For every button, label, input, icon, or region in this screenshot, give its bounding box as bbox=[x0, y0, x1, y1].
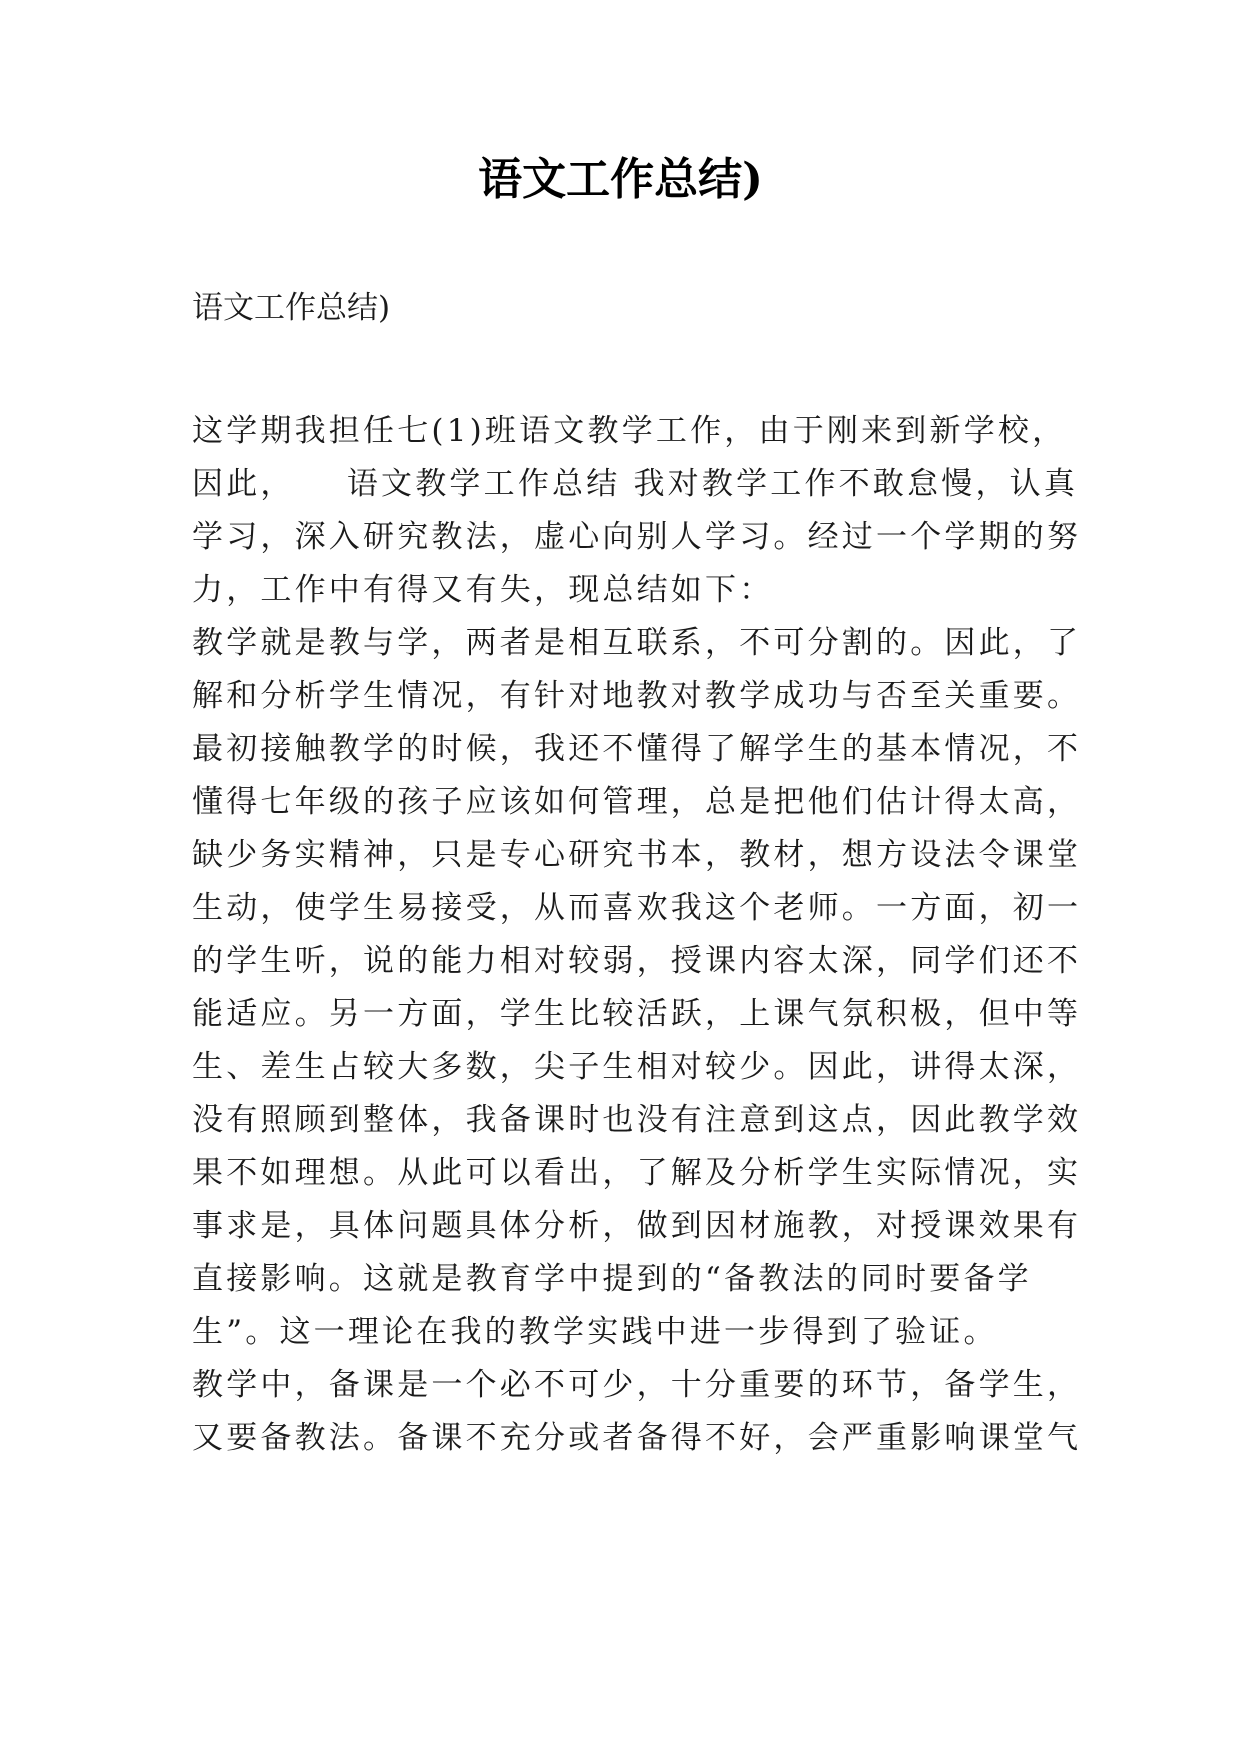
document-subtitle: 语文工作总结) bbox=[192, 290, 391, 326]
document-body bbox=[192, 405, 1082, 1465]
body-line: 又要备教法。备课不充分或者备得不好，会严重影响课堂气 bbox=[192, 1420, 1082, 1456]
body-line: 最初接触教学的时候，我还不懂得了解学生的基本情况，不 bbox=[192, 731, 1082, 767]
body-line: 事求是，具体问题具体分析，做到因材施教，对授课效果有 bbox=[192, 1208, 1082, 1244]
body-line: 因此， 语文教学工作总结 我对教学工作不敢怠慢，认真 bbox=[192, 466, 1079, 502]
body-line: 解和分析学生情况，有针对地教对教学成功与否至关重要。 bbox=[192, 678, 1082, 714]
body-line: 教学就是教与学，两者是相互联系，不可分割的。因此，了 bbox=[192, 625, 1082, 661]
body-line: 生、差生占较大多数，尖子生相对较少。因此，讲得太深， bbox=[192, 1049, 1082, 1085]
body-line: 懂得七年级的孩子应该如何管理，总是把他们估计得太高， bbox=[192, 784, 1082, 820]
body-line: 缺少务实精神，只是专心研究书本，教材，想方设法令课堂 bbox=[192, 837, 1082, 873]
body-line: 直接影响。这就是教育学中提到的“备教法的同时要备学 bbox=[192, 1261, 1032, 1297]
body-line: 这学期我担任七(1)班语文教学工作，由于刚来到新学校， bbox=[192, 413, 1067, 449]
body-line: 生”。这一理论在我的教学实践中进一步得到了验证。 bbox=[192, 1314, 998, 1350]
body-line: 学习，深入研究教法，虚心向别人学习。经过一个学期的努 bbox=[192, 519, 1082, 555]
body-line: 力，工作中有得又有失，现总结如下： bbox=[192, 572, 774, 608]
body-line: 的学生听，说的能力相对较弱，授课内容太深，同学们还不 bbox=[192, 943, 1082, 979]
body-line: 没有照顾到整体，我备课时也没有注意到这点，因此教学效 bbox=[192, 1102, 1082, 1138]
body-line: 生动，使学生易接受，从而喜欢我这个老师。一方面，初一 bbox=[192, 890, 1082, 926]
document-title: 语文工作总结) bbox=[478, 154, 763, 205]
body-line: 能适应。另一方面，学生比较活跃，上课气氛积极，但中等 bbox=[192, 996, 1082, 1032]
body-line: 教学中，备课是一个必不可少，十分重要的环节，备学生， bbox=[192, 1367, 1082, 1403]
body-line: 果不如理想。从此可以看出，了解及分析学生实际情况，实 bbox=[192, 1155, 1082, 1191]
